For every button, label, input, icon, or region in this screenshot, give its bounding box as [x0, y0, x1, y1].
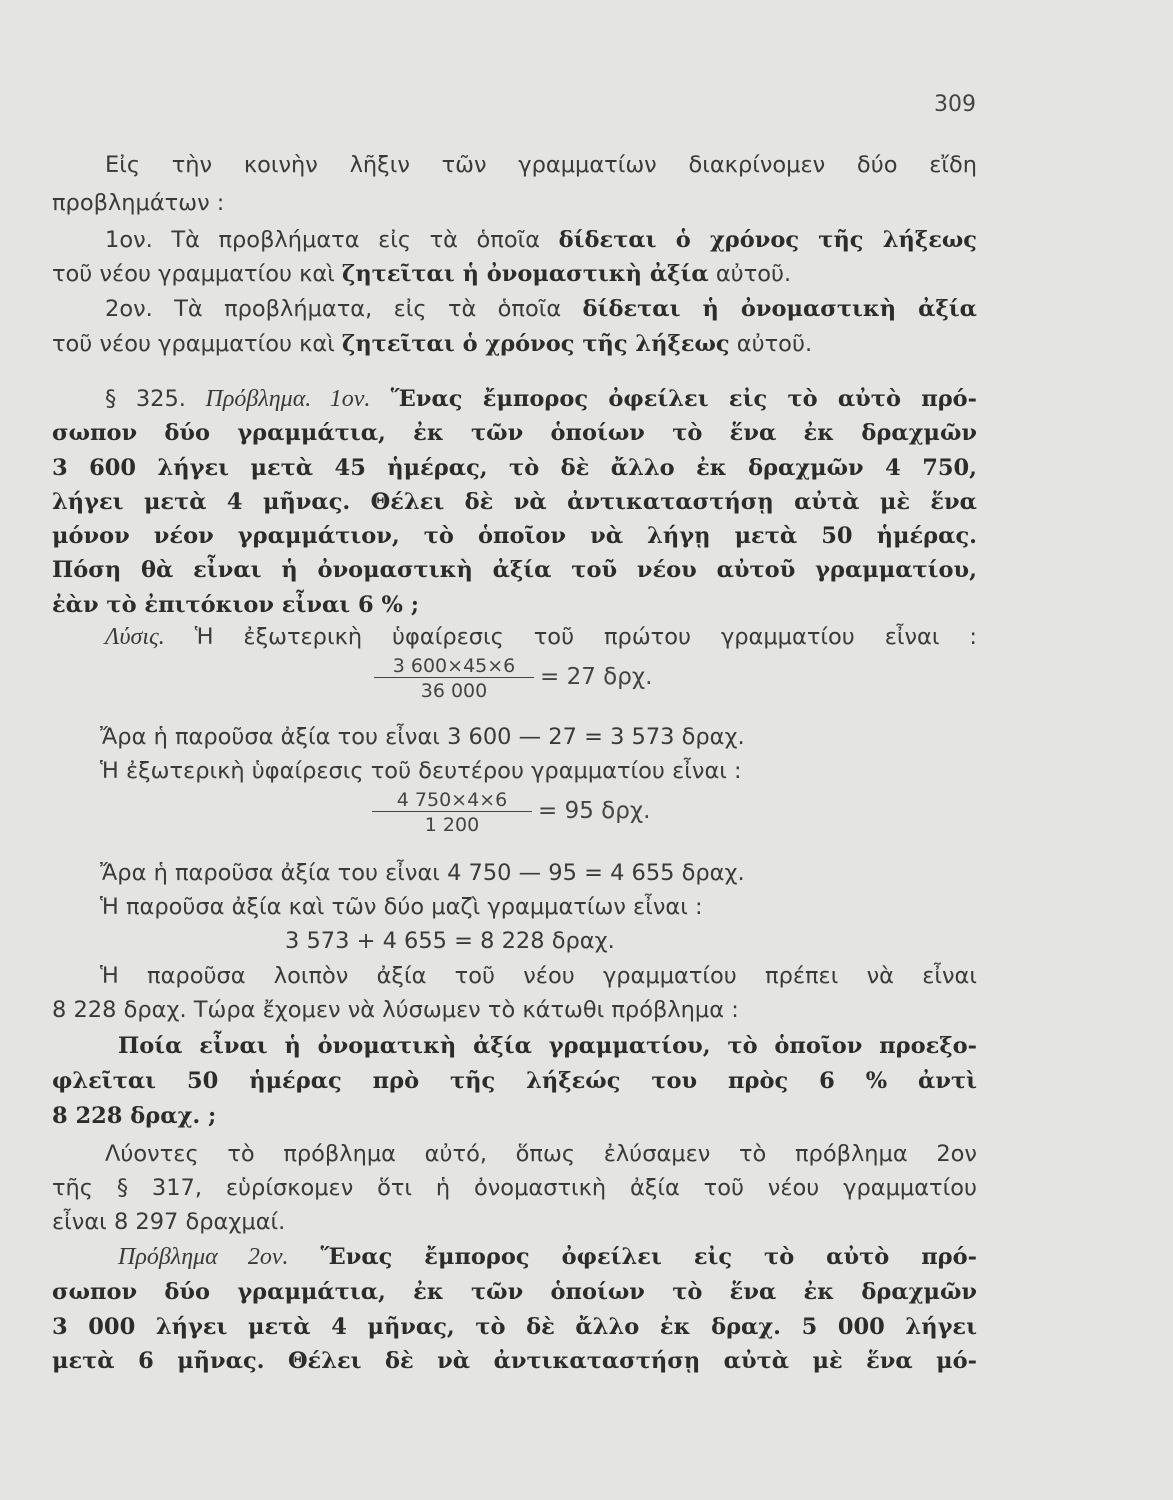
fraction-denominator: 36 000 [374, 677, 534, 702]
text-line: Ποία εἶναι ἡ ὀνοματικὴ ἀξία γραμματίου, τὸ ὁποῖον προεξο- [118, 1033, 977, 1059]
text-line: 3 600 λήγει μετὰ 45 ἡμέρας, τὸ δὲ ἄλλο ἐκ δραχμῶν 4 750, [52, 455, 977, 481]
text-line: 8 228 δραχ. Τώρα ἔχομεν νὰ λύσωμεν τὸ κάτωθι πρόβλημα : [52, 997, 739, 1023]
bold-run: ζητεῖται ἡ ὀνομαστικὴ ἀξία [342, 261, 709, 287]
fraction-result: = 95 δρχ. [538, 798, 651, 824]
solution-label: Λύσις. [105, 624, 165, 650]
text-line: 3 000 λήγει μετὰ 4 μῆνας, τὸ δὲ ἄλλο ἐκ δραχ. 5 000 λήγει [52, 1314, 977, 1340]
text-line: μόνον νέον γραμμάτιον, τὸ ὁποῖον νὰ λήγῃ μετὰ 50 ἡμέρας. [52, 523, 977, 549]
text-line: Ἄρα ἡ παροῦσα ἀξία του εἶναι 3 600 — 27 = 3 573 δραχ. [100, 724, 745, 750]
bold-run: δίδεται ὁ χρόνος τῆς λήξεως [558, 227, 978, 253]
page-number: 309 [934, 92, 976, 117]
bold-run: Ἕνας ἔμπορος ὀφείλει εἰς τὸ αὐτὸ πρό- [370, 386, 978, 412]
text-line: σωπον δύο γραμμάτια, ἐκ τῶν ὁποίων τὸ ἕνα ἐκ δραχμῶν [52, 1279, 977, 1305]
bold-run: Ἕνας ἔμπορος ὀφείλει εἰς τὸ αὐτὸ πρό- [288, 1244, 977, 1270]
text-line [105, 294, 977, 324]
text-run: τοῦ νέου γραμματίου καὶ [52, 261, 342, 287]
text-line [105, 225, 977, 255]
text-line: εἶναι 8 297 δραχμαί. [52, 1209, 286, 1235]
text-line: 8 228 δραχ. ; [52, 1103, 217, 1129]
text-line: Ἡ παροῦσα ἀξία καὶ τῶν δύο μαζὶ γραμματίων εἶναι : [100, 894, 703, 920]
equation-line: 3 573 + 4 655 = 8 228 δραχ. [285, 928, 615, 954]
text-run: αὐτοῦ. [708, 261, 792, 287]
text-line: Εἰς τὴν κοινὴν λῆξιν τῶν γραμματίων διακρίνομεν δύο εἴδη [105, 152, 977, 178]
fraction-2 [372, 789, 532, 836]
problem-label: Πρόβλημα. 1ον. [205, 386, 371, 412]
fraction-denominator: 1 200 [372, 811, 532, 836]
section-heading-line [105, 384, 977, 414]
text-line: Πόση θὰ εἶναι ἡ ὀνομαστικὴ ἀξία τοῦ νέου αὐτοῦ γραμματίου, [52, 557, 977, 583]
text-line: προβλημάτων : [52, 190, 225, 216]
text-run: Ἡ ἐξωτερικὴ ὑφαίρεσις τοῦ πρώτου γραμματίου εἶναι : [164, 624, 977, 650]
text-run: τοῦ νέου γραμματίου καὶ [52, 331, 342, 357]
text-line: σωπον δύο γραμμάτια, ἐκ τῶν ὁποίων τὸ ἕνα ἐκ δραχμῶν [52, 420, 977, 446]
fraction-1 [374, 655, 534, 702]
text-line: Ἡ ἐξωτερικὴ ὑφαίρεσις τοῦ δευτέρου γραμματίου εἶναι : [100, 758, 742, 784]
text-run: αὐτοῦ. [729, 331, 813, 357]
text-line: Ἄρα ἡ παροῦσα ἀξία του εἶναι 4 750 — 95 = 4 655 δραχ. [100, 860, 745, 886]
fraction-numerator: 3 600×45×6 [392, 655, 516, 677]
bold-run: δίδεται ἡ ὀνομαστικὴ ἀξία [582, 296, 977, 322]
text-line: λήγει μετὰ 4 μῆνας. Θέλει δὲ νὰ ἀντικαταστήσῃ αὐτὰ μὲ ἕνα [52, 489, 977, 515]
text-run: 2ον. Τὰ προβλήματα, εἰς τὰ ὁποῖα [105, 296, 583, 322]
text-line [52, 259, 977, 289]
text-line [52, 329, 977, 359]
text-line: Ἡ παροῦσα λοιπὸν ἀξία τοῦ νέου γραμματίου πρέπει νὰ εἶναι [100, 963, 977, 989]
text-line: ἐὰν τὸ ἐπιτόκιον εἶναι 6 % ; [52, 592, 420, 618]
section-number: § 325. [105, 386, 206, 412]
text-line: φλεῖται 50 ἡμέρας πρὸ τῆς λήξεώς του πρὸς 6 % ἀντὶ [52, 1068, 977, 1094]
text-line: μετὰ 6 μῆνας. Θέλει δὲ νὰ ἀντικαταστήσῃ αὐτὰ μὲ ἕνα μό- [52, 1348, 977, 1374]
text-line: τῆς § 317, εὑρίσκομεν ὅτι ἡ ὀνομαστικὴ ἀξία τοῦ νέου γραμματίου [52, 1175, 977, 1201]
bold-run: ζητεῖται ὁ χρόνος τῆς λήξεως [342, 331, 730, 357]
fraction-numerator: 4 750×4×6 [396, 789, 508, 811]
text-line [105, 622, 977, 652]
text-line: Λύοντες τὸ πρόβλημα αὐτό, ὅπως ἐλύσαμεν τὸ πρόβλημα 2ον [105, 1141, 977, 1167]
text-run: 1ον. Τὰ προβλήματα εἰς τὰ ὁποῖα [105, 227, 559, 253]
text-line [118, 1242, 977, 1272]
problem-label: Πρόβλημα 2ον. [118, 1244, 289, 1270]
fraction-result: = 27 δρχ. [540, 664, 653, 690]
